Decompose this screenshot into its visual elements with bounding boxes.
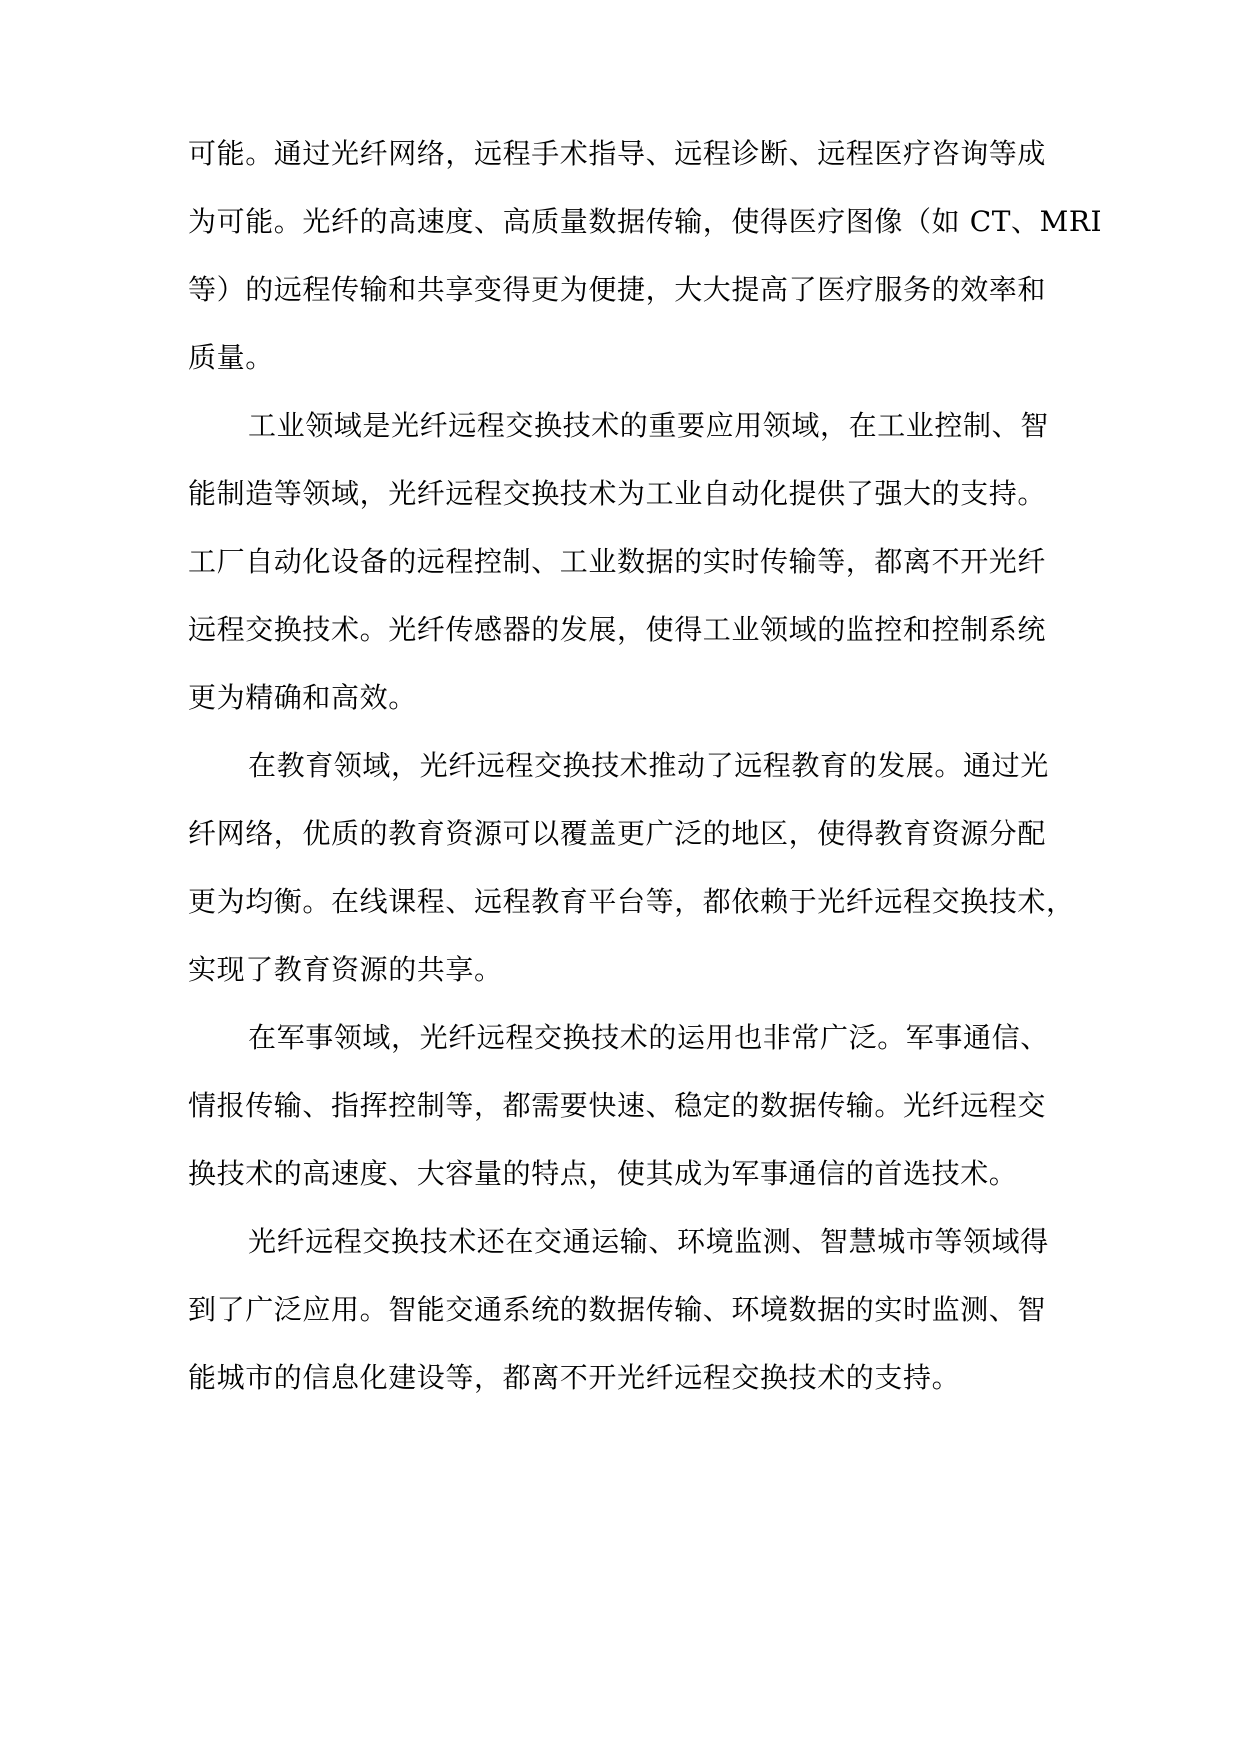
paragraph-5-line-2: 到了广泛应用。智能交通系统的数据传输、环境数据的实时监测、智	[188, 1293, 1047, 1326]
paragraph-4-line-3: 换技术的高速度、大容量的特点，使其成为军事通信的首选技术。	[188, 1157, 1018, 1190]
paragraph-2-line-5: 更为精确和高效。	[188, 681, 417, 714]
paragraph-2-line-3: 工厂自动化设备的远程控制、工业数据的实时传输等，都离不开光纤	[188, 545, 1047, 578]
paragraph-3-line-2: 纤网络，优质的教育资源可以覆盖更广泛的地区，使得教育资源分配	[188, 817, 1047, 850]
paragraph-2-line-4: 远程交换技术。光纤传感器的发展，使得工业领域的监控和控制系统	[188, 613, 1047, 646]
paragraph-1-line-2: 为可能。光纤的高速度、高质量数据传输，使得医疗图像（如 CT、MRI	[188, 205, 1103, 238]
paragraph-3-line-1: 在教育领域，光纤远程交换技术推动了远程教育的发展。通过光	[248, 749, 1049, 782]
paragraph-1-line-1: 可能。通过光纤网络，远程手术指导、远程诊断、远程医疗咨询等成	[188, 137, 1047, 170]
paragraph-4-line-1: 在军事领域，光纤远程交换技术的运用也非常广泛。军事通信、	[248, 1021, 1049, 1054]
paragraph-3-line-4: 实现了教育资源的共享。	[188, 953, 503, 986]
paragraph-2-line-1: 工业领域是光纤远程交换技术的重要应用领域，在工业控制、智	[248, 409, 1049, 442]
paragraph-5-line-1: 光纤远程交换技术还在交通运输、环境监测、智慧城市等领域得	[248, 1225, 1049, 1258]
paragraph-5-line-3: 能城市的信息化建设等，都离不开光纤远程交换技术的支持。	[188, 1361, 961, 1394]
paragraph-1-line-4: 质量。	[188, 341, 274, 374]
paragraph-2-line-2: 能制造等领域，光纤远程交换技术为工业自动化提供了强大的支持。	[188, 477, 1047, 510]
paragraph-3-line-3: 更为均衡。在线课程、远程教育平台等，都依赖于光纤远程交换技术，	[188, 885, 1075, 918]
paragraph-4-line-2: 情报传输、指挥控制等，都需要快速、稳定的数据传输。光纤远程交	[188, 1089, 1047, 1122]
paragraph-1-line-3: 等）的远程传输和共享变得更为便捷，大大提高了医疗服务的效率和	[188, 273, 1047, 306]
